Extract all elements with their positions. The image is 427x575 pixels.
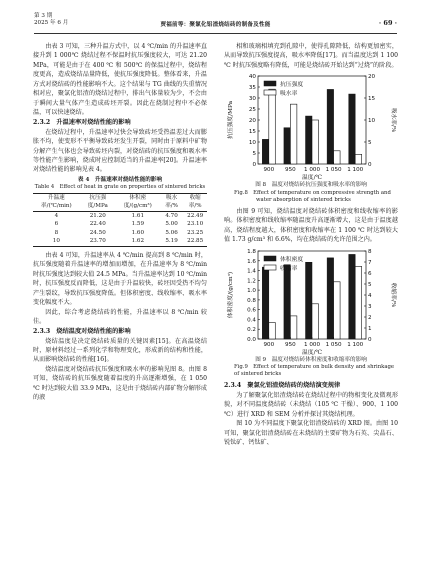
y-tick-label: 0.4 xyxy=(247,317,256,324)
y-tick-label: 30 xyxy=(248,96,256,103)
table-caption-en: Table 4 Effect of heat in grate on properties of sintered bricks xyxy=(34,184,206,191)
y2-tick-label: 10 xyxy=(368,118,376,125)
table-cell: 10 xyxy=(33,238,80,247)
y2-tick-label: 6 xyxy=(368,270,372,277)
y-tick-label: 0.8 xyxy=(247,297,256,304)
issue-number: 第 3 期 xyxy=(34,13,53,19)
bar-series2 xyxy=(355,266,361,339)
table-cell: 4.70 xyxy=(165,212,178,219)
x-tick-label: 1 100 xyxy=(347,341,364,348)
table-cell: 1.59 xyxy=(131,221,145,228)
bar-series2 xyxy=(269,90,275,165)
table-header-cell: 收缩率/% xyxy=(183,194,207,212)
legend-label-series1: 体积密度 xyxy=(280,256,304,263)
issue-date: 2025 年 6 月 xyxy=(34,20,69,26)
paragraph: 烧结温度是决定烧结砖质量的关键因素[15]。在高温烧结时，原材料经过一系列化学和物理变化，形成新的结构和性能，从而影响烧结砖的性能[16]。 xyxy=(33,337,207,364)
legend-swatch-series1 xyxy=(264,81,276,86)
bar-series2 xyxy=(355,155,361,165)
table-cell: 23.10 xyxy=(187,221,204,228)
bar-series2 xyxy=(290,105,296,165)
y2-tick-label: 5 xyxy=(368,140,372,147)
y-tick-label: 0 xyxy=(252,162,256,169)
y-tick-label: 35 xyxy=(248,85,256,92)
figure-8 xyxy=(224,70,398,182)
bar-series2 xyxy=(334,151,340,164)
y2-tick-label: 15 xyxy=(368,96,376,103)
y-tick-label: 10 xyxy=(248,140,256,147)
y2-tick-label: 5 xyxy=(368,281,372,288)
legend-swatch-series1 xyxy=(264,256,276,261)
paragraph: 在烧结过程中，升温速率过快会导致砖坯受热温差过大而膨胀不均，使变形不平衡导致砖坯发生开裂，同时由于原料中矿物分解产生气体也会导致砖坯内裂，对烧结砖的抗压强度和吸水率等性能产生影响，烧成时应控制适当的升温速率[20]。升温速率对烧结性能的影响见表 4。 xyxy=(33,128,207,174)
table-row xyxy=(33,212,207,221)
table-cell: 1.61 xyxy=(131,212,145,219)
y-tick-label: 20 xyxy=(248,118,256,125)
paragraph: 为了解聚氯化铝渣烧结砖在烧结过程中的物相变化及微观形貌，对不同温度烧结砖（未烧结（105 ℃ 干燥）、900、1 100 ℃）进行 XRD 和 SEM 分析并探讨其烧结机理。 xyxy=(224,391,398,418)
y2-tick-label: 20 xyxy=(368,74,376,81)
y-tick-label: 25 xyxy=(248,107,256,114)
y-axis-label: 抗压强度/MPa xyxy=(228,101,234,140)
running-header xyxy=(34,12,397,34)
bar-series2 xyxy=(312,120,318,164)
bar-series2 xyxy=(269,322,275,339)
x-tick-label: 1 050 xyxy=(325,167,342,174)
y2-tick-label: 7 xyxy=(368,259,372,266)
table-cell: 4 xyxy=(54,212,59,219)
section-heading: 2.3.4 聚氯化铝渣烧结砖的烧结演变规律 xyxy=(224,381,341,389)
legend-label-series1: 抗压强度 xyxy=(280,82,304,89)
figure-caption-en-line: water absorption of sintered bricks xyxy=(256,196,351,203)
table-row xyxy=(33,221,207,229)
section-heading: 2.3.3 烧结温度对烧结性能的影响 xyxy=(33,327,131,335)
table-cell: 21.20 xyxy=(89,212,106,219)
table-cell: 22.40 xyxy=(89,221,106,228)
x-tick-label: 900 xyxy=(263,167,275,174)
bar-series1 xyxy=(262,267,268,339)
legend-swatch-series2 xyxy=(264,90,276,95)
table-cell: 1.62 xyxy=(116,238,160,247)
x-tick-label: 950 xyxy=(285,341,296,348)
table-cell: 5.19 xyxy=(160,238,183,247)
bar-series1 xyxy=(306,116,312,164)
y-tick-label: 0.6 xyxy=(247,307,256,314)
table-cell: 1.60 xyxy=(131,229,145,236)
table-cell: 6 xyxy=(54,221,59,228)
paragraph: 烧结温度对烧结砖抗压强度和吸水率的影响见图 8。由图 8 可知，烧结砖的抗压强度随着温度的升高逐渐增强，在 1 050 ℃ 时达到较大值 33.9 MPa，这是由于烧结砖内部矿物分解形成的液 xyxy=(33,365,207,402)
y-tick-label: 1.8 xyxy=(247,248,256,255)
x-tick-label: 1 100 xyxy=(347,167,364,174)
x-tick-label: 900 xyxy=(263,341,275,348)
y-tick-label: 1.0 xyxy=(247,287,256,294)
figure-caption-en-line: Fig.8 Effect of temperature on compressive strength and xyxy=(234,189,391,196)
y-tick-label: 5 xyxy=(252,151,256,158)
table-row xyxy=(33,229,207,237)
fig9-chart xyxy=(224,245,398,357)
y-tick-label: 15 xyxy=(248,129,256,136)
y2-tick-label: 8 xyxy=(368,248,372,255)
y2-tick-label: 0 xyxy=(368,336,372,343)
legend-swatch-series2 xyxy=(264,265,276,270)
page-number: · 69 · xyxy=(378,19,397,27)
y-tick-label: 0.2 xyxy=(247,326,256,333)
x-axis-label: 温度/℃ xyxy=(301,349,323,356)
bar-series1 xyxy=(349,254,355,339)
table-header-cell: 抗压强度/MPa xyxy=(80,194,116,212)
fig8-chart xyxy=(224,70,398,182)
paragraph: 因此，综合考虑烧结砖的性能，升温速率以 8 ℃/min 较佳。 xyxy=(33,308,207,326)
figure-caption-en: Fig.9 Effect of temperature on bulk density and shrinkage of sintered bricks xyxy=(234,363,395,377)
table-header-cell: 吸水率/% xyxy=(160,194,183,212)
y-tick-label: 40 xyxy=(248,74,256,81)
paragraph: 由图 9 可知，烧结温度对烧结砖体积密度和线收缩率的影响。体积密度和线收缩率随温度升高逐渐增大，这是由于温度越高，烧结程度越大，体积密度和收缩率在 1 100 ℃ 时达到较大值 1.73 g/cm³ 和 6.6%，均在烧结砖的允许范围之内。 xyxy=(224,207,398,244)
left-column xyxy=(33,42,207,403)
running-title: 贾福前等：聚氯化铝渣烧结砖的制备及性能 xyxy=(160,22,271,28)
table-header-cell: 升温速率/(℃/min) xyxy=(33,194,80,212)
table-cell: 24.50 xyxy=(89,229,106,236)
x-tick-label: 1 000 xyxy=(303,341,321,348)
bar-series1 xyxy=(262,140,268,165)
y-axis-label: 体积密度/(g/cm³) xyxy=(228,271,234,318)
y-tick-label: 1.6 xyxy=(247,258,256,265)
table-cell: 23.25 xyxy=(187,229,204,236)
y-tick-label: 1.4 xyxy=(247,268,256,275)
paragraph: 图 10 为不同温度下聚氯化铝渣烧结砖的 XRD 图。由图 10 可知，聚氯化铝渣烧结砖在未烧结的主要矿物为石英、尖晶石、锐钛矿、钙钛矿、 xyxy=(224,420,398,447)
table-cell: 8 xyxy=(54,229,59,236)
figure-caption-en xyxy=(224,190,398,204)
table-row xyxy=(33,238,207,247)
paragraph: 相和玻璃相填充到孔隙中，使得孔隙降低，结构更加密实，从而导致抗压强度提高，吸水率降低[17]。而当温度达到 1 100 ℃ 时抗压强度略有降低，可能是烧结砖开始达到“过烧”的阶段。 xyxy=(224,43,398,69)
y2-axis-label: 吸水率/% xyxy=(390,107,396,133)
bar-series2 xyxy=(290,315,296,338)
bar-series1 xyxy=(349,94,355,164)
y2-tick-label: 0 xyxy=(368,162,372,169)
bar-series1 xyxy=(284,128,290,164)
right-column xyxy=(224,42,398,448)
y-tick-label: 1.2 xyxy=(247,277,256,284)
section-heading: 2.3.2 升温速率对烧结性能的影响 xyxy=(33,118,131,126)
legend-label-series2: 吸水率 xyxy=(280,91,298,98)
y2-tick-label: 4 xyxy=(368,292,372,299)
bar-series1 xyxy=(327,90,333,165)
bar-series2 xyxy=(312,303,318,338)
x-axis-label: 温度/℃ xyxy=(301,175,323,182)
y2-tick-label: 2 xyxy=(368,314,372,321)
bar-series1 xyxy=(284,264,290,338)
heating-rate-table xyxy=(33,193,207,246)
figure-caption: 图 8 温度对烧结砖抗压强度和吸水率的影响 xyxy=(255,182,367,189)
bar-series2 xyxy=(334,281,340,338)
paragraph: 由表 4 可知，升温速率从 4 ℃/min 提高到 8 ℃/min 时，抗压强度随着升温速率的增加而增加，在升温速率为 8 ℃/min 时抗压强度达到较大值 24.5 MPa。当升温速率达到 10 ℃/min 时，抗压强度反而降低，这是由于升温较快，砖坯因受热不均匀产生裂纹，导致抗压强度降低。但体积密度、线收缩率、吸水率变化幅度不大。 xyxy=(33,251,207,307)
table-caption: 表 4 升温速率对烧结性能的影响 xyxy=(77,176,163,183)
table-cell: 5.06 xyxy=(165,229,178,236)
x-tick-label: 1 000 xyxy=(303,167,321,174)
bar-series1 xyxy=(327,257,333,338)
table-cell: 22.49 xyxy=(187,212,204,219)
y2-axis-label: 收缩率/% xyxy=(390,282,396,308)
table-cell: 23.70 xyxy=(80,238,116,247)
table-cell: 22.85 xyxy=(183,238,207,247)
figure-9 xyxy=(224,245,398,357)
y-tick-label: 0.0 xyxy=(247,336,256,343)
paragraph: 由表 3 可知，三种升温方式中，以 4 ℃/min 的升温速率直接升到 1 000℃ 烧结过程不保温时抗压强度较大，可达 21.20 MPa，可能是由于在 400 ℃ 和 500℃ 的保温过程中，烧结程度更高，造成烧结品量降低，使抗压强度降低。整体看来，升温方式对烧结砖的性能影响不大。这个结果与 TG 曲线的失重情况相对应，聚氯化铝渣的烧结过程中，排出气体量较为少，不会由于瞬间大量气体产生造成砖坯开裂。因此在烧制过程中不必保温，可以快速烧结。 xyxy=(33,43,207,117)
x-tick-label: 1 050 xyxy=(325,341,342,348)
x-tick-label: 950 xyxy=(285,167,296,174)
y2-tick-label: 3 xyxy=(368,303,372,310)
bar-series1 xyxy=(306,262,312,339)
legend-label-series2: 收缩率 xyxy=(280,265,298,272)
table-header-row xyxy=(33,194,207,212)
table-header-cell: 体积密度/(g/cm³) xyxy=(116,194,160,212)
table-cell: 5.00 xyxy=(165,221,178,228)
y2-tick-label: 1 xyxy=(368,325,372,332)
figure-caption: 图 9 温度对烧结砖体积密度和收缩率的影响 xyxy=(255,356,367,363)
